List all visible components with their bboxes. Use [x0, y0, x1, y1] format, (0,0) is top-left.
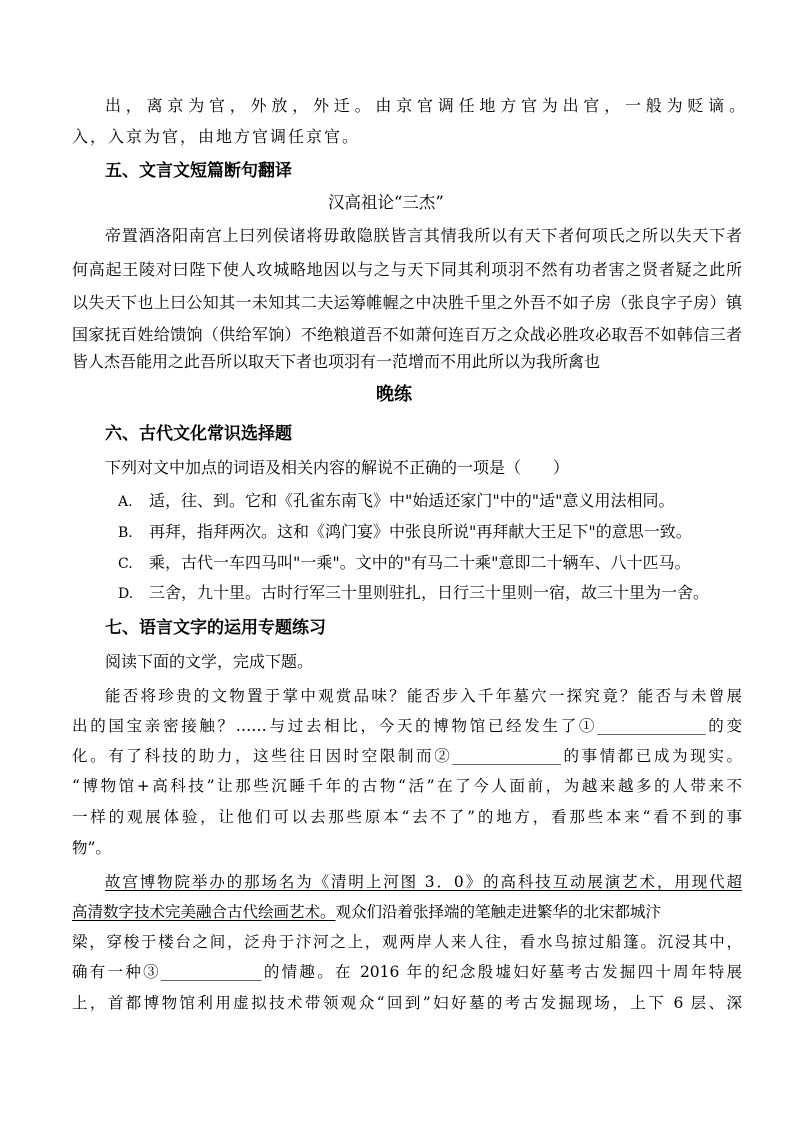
section7-instruction: 阅读下面的文学，完成下题。: [105, 652, 314, 671]
option-a[interactable]: [118, 491, 674, 512]
option-c-text: 乘，古代一车四马叫"一乘"。文中的"有马二十乘"意即二十辆车、八十匹马。: [149, 553, 691, 572]
section7-heading: 七、语言文字的运用专题练习: [105, 618, 326, 638]
passage-line-1: 帝置酒洛阳南宫上曰列侯诸将毋敢隐朕皆言其情我所以有天下者何项氏之所以失天下者: [105, 226, 742, 245]
para2-line-2: [72, 902, 661, 922]
section6-heading: 六、古代文化常识选择题: [105, 424, 292, 444]
para1-line-1: 能否将珍贵的文物置于掌中观赏品味？能否步入千年墓穴一探究竟？能否与未曾展: [105, 687, 742, 705]
option-c-label: C.: [118, 556, 133, 572]
option-a-text: 适，往、到。它和《孔雀东南飞》中"始适还家门"中的"适"意义用法相同。: [149, 491, 675, 510]
passage-line-3: 以失天下也上曰公知其一未知其二夫运筹帷幄之中决胜千里之外吾不如子房（张良字子房）镇: [72, 293, 742, 312]
para1-line-6: 物”。: [72, 839, 111, 857]
option-d-label: D.: [118, 586, 134, 602]
evening-title: 晚练: [376, 384, 412, 405]
option-d-text: 三舍，九十里。古时行军三十里则驻扎，日行三十里则一宿，故三十里为一舍。: [149, 583, 710, 602]
option-b-text: 再拜，指拜两次。这和《鸿门宴》中张良所说"再拜献大王足下"的意思一致。: [149, 522, 692, 541]
option-a-label: A.: [118, 494, 133, 510]
intro-line-2: 入，入京为官，由地方官调任京官。: [72, 127, 361, 146]
section5-title: 汉高祖论“三杰”: [328, 193, 444, 212]
option-b[interactable]: [118, 522, 692, 543]
option-c[interactable]: [118, 553, 690, 574]
passage-line-2: 何高起王陵对曰陛下使人攻城略地因以与之与天下同其利项羽不然有功者害之贤者疑之此所: [72, 260, 742, 279]
para1-line-4: “博物馆+高科技”让那些沉睡千年的古物“活”在了今人面前，为越来越多的人带来不: [72, 777, 742, 795]
para2-line-3: 梁，穿梭于楼台之间，泛舟于汴河之上，观两岸人来人往，看水鸟掠过船篷。沉浸其中，: [72, 933, 742, 951]
passage-line-4: 国家抚百姓给馈饷（供给军饷）不绝粮道吾不如萧何连百万之众战必胜攻必取吾不如韩信三者: [72, 325, 742, 344]
passage-line-5: 皆人杰吾能用之此吾所以取天下者也项羽有一范增而不用此所以为我所禽也: [72, 352, 601, 371]
para2-line-4: 确有一种③_____________的情趣。在 2016 年的纪念殷墟妇好墓考古发掘四十周年特展: [72, 963, 742, 981]
para1-line-3: 化。有了科技的助力，这些往日因时空限制而②______________的事情都已成为现实。: [72, 747, 742, 765]
intro-line-1: 出，离京为官，外放，外迁。由京官调任地方官为出官，一般为贬谪。: [105, 96, 745, 115]
para2-line-5: 上，首都博物馆利用虚拟技术带领观众“回到”妇好墓的考古发掘现场，上下 6 层、深: [72, 994, 742, 1012]
para2-underlined-line-2: 高清数字技术完美融合古代绘画艺术。: [72, 903, 336, 921]
option-b-label: B.: [118, 525, 133, 541]
para2-rest-first: 观众们沿着张择端的笔触走进繁华的北宋都城汴: [335, 903, 662, 921]
para1-line-2: 出的国宝亲密接触？……与过去相比，今天的博物馆已经发生了①______________的变: [72, 717, 742, 735]
option-d[interactable]: [118, 583, 709, 604]
para1-line-5: 一样的观展体验，让他们可以去那些原本“去不了”的地方，看那些本来“看不到的事: [72, 808, 742, 826]
section6-question: 下列对文中加点的词语及相关内容的解说不正确的一项是（ ）: [105, 458, 570, 477]
section5-heading: 五、文言文短篇断句翻译: [105, 161, 292, 181]
para2-underlined-line-1: 故宫博物院举办的那场名为《清明上河图 3．0》的高科技互动展演艺术，用现代超: [105, 873, 742, 891]
